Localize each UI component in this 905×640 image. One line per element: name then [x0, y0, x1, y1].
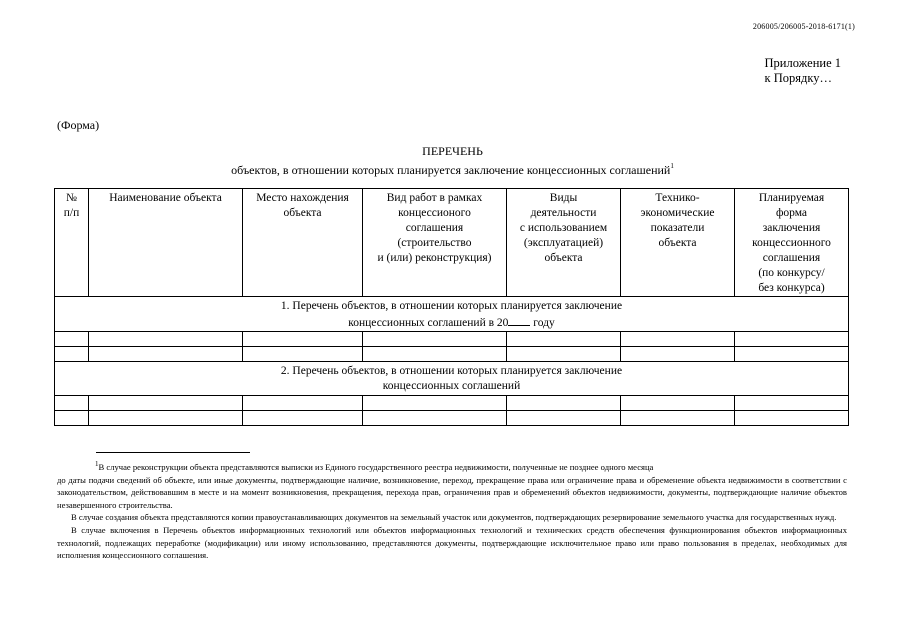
header-work-type-line: концессионого — [398, 207, 471, 219]
header-agreement-form-line: Планируемая — [758, 192, 825, 204]
header-agreement-form-line: соглашения — [762, 252, 821, 264]
footnote-text: В случае реконструкции объекта представляются выписки из Единого государственного реестра недвижимости, полученные не позднее одного месяца — [98, 462, 654, 472]
table-row — [55, 396, 849, 411]
header-location-line: Место нахождения — [256, 192, 349, 204]
header-indicators — [621, 189, 735, 297]
footnote — [57, 458, 847, 562]
table-cell — [621, 396, 735, 411]
section-2-line: концессионных соглашений — [382, 380, 521, 392]
header-location-line: объекта — [283, 207, 322, 219]
table-cell — [243, 396, 363, 411]
footnote-paragraph-1-rest: до даты подачи сведений об объекте, или иные документы, подтверждающие наличие, возникновение, переход, прекращение права или ограничение права и обременение объекта недвижимости в соответствии с законодательством, действовавшим в месте и на момент возникновения, прекращения, перехода прав, ограничения прав и обременений объектов недвижимости, документы, подтверждающие наличие объектов незавершенного строительства. — [57, 474, 847, 510]
table-cell — [363, 396, 507, 411]
header-work-type-line: соглашения — [405, 222, 464, 234]
header-indicators-line: экономические — [640, 207, 715, 219]
year-blank — [508, 314, 530, 326]
table-cell — [507, 347, 621, 362]
footnote-paragraph-2: В случае создания объекта представляются копии правоустанавливающих документов на земельный участок или документов, подтверждающих резервирование земельного участка для государственных нужд. — [71, 512, 837, 523]
table-cell — [243, 347, 363, 362]
header-activities-line: (эксплуатацией) — [523, 237, 604, 249]
section-2-heading — [55, 362, 849, 396]
table-cell — [363, 347, 507, 362]
table-cell — [55, 347, 89, 362]
header-indicators-line: показатели — [650, 222, 705, 234]
section-1-text: концессионных соглашений в 20 — [348, 317, 509, 329]
title-footnote-mark: 1 — [670, 162, 674, 170]
table-row — [55, 332, 849, 347]
title-subtitle-text: объектов, в отношении которых планируется заключение концессионных соглашений — [231, 163, 671, 177]
header-number-line: п/п — [63, 207, 80, 219]
table-cell — [735, 396, 849, 411]
table-header-row — [55, 189, 849, 297]
section-1-line: 1. Перечень объектов, в отношении которых планируется заключение — [280, 300, 623, 312]
table-cell — [735, 347, 849, 362]
appendix-reference — [765, 56, 841, 86]
header-indicators-line: объекта — [658, 237, 697, 249]
section-2-row — [55, 362, 849, 396]
header-location — [243, 189, 363, 297]
objects-table — [54, 188, 849, 426]
footnote-mark: 1 — [95, 460, 99, 468]
table-cell — [735, 411, 849, 426]
table-cell — [621, 411, 735, 426]
table-cell — [89, 396, 243, 411]
header-work-type — [363, 189, 507, 297]
header-agreement-form-line: заключения — [762, 222, 821, 234]
header-activities-line: объекта — [544, 252, 583, 264]
header-number — [55, 189, 89, 297]
table-cell — [507, 411, 621, 426]
table-cell — [55, 411, 89, 426]
table-cell — [621, 347, 735, 362]
title-subtitle — [0, 159, 905, 178]
section-1-row — [55, 297, 849, 332]
table-cell — [363, 411, 507, 426]
title-main: ПЕРЕЧЕНЬ — [422, 144, 483, 158]
header-agreement-form-line: форма — [775, 207, 808, 219]
header-agreement-form-line: концессионного — [752, 237, 831, 249]
document-title — [0, 144, 905, 178]
header-work-type-line: (строительство — [397, 237, 472, 249]
header-work-type-line: и (или) реконструкция) — [377, 252, 492, 264]
table-cell — [243, 411, 363, 426]
appendix-line-1: Приложение 1 — [764, 56, 841, 70]
table-cell — [507, 396, 621, 411]
section-1-text: году — [530, 317, 555, 329]
table-cell — [735, 332, 849, 347]
section-1-heading — [55, 297, 849, 332]
table-cell — [243, 332, 363, 347]
header-activities-line: Виды — [549, 192, 578, 204]
footnote-paragraph-1-start — [95, 458, 847, 474]
table-cell — [621, 332, 735, 347]
table-cell — [363, 332, 507, 347]
table-cell — [55, 332, 89, 347]
header-indicators-line: Технико- — [655, 192, 700, 204]
footnote-divider — [96, 452, 250, 453]
section-2-line: 2. Перечень объектов, в отношении которых планируется заключение — [280, 365, 623, 377]
header-agreement-form-line: (по конкурсу/ — [758, 267, 825, 279]
footnote-paragraph-3: В случае включения в Перечень объектов информационных технологий или объектов информационных технологий и технических средств обеспечения функционирования объектов информационных технологий, подлежащих переработке (модификации) или иному использованию, представляются документы, подтверждающие исключительное право или право пользования в пределах, необходимых для исполнения концессионного соглашения. — [57, 524, 847, 561]
table-cell — [89, 347, 243, 362]
header-object-name-text: Наименование объекта — [109, 192, 222, 204]
table-cell — [89, 332, 243, 347]
form-label: (Форма) — [57, 118, 100, 132]
header-agreement-form-line: без конкурса) — [758, 282, 825, 294]
section-1-line — [95, 314, 808, 331]
table-cell — [55, 396, 89, 411]
table-row — [55, 411, 849, 426]
table-cell — [89, 411, 243, 426]
header-activities-line: деятельности — [530, 207, 597, 219]
header-work-type-line: Вид работ в рамках — [386, 192, 483, 204]
appendix-line-2: к Порядку… — [764, 71, 833, 85]
header-agreement-form — [735, 189, 849, 297]
header-activities — [507, 189, 621, 297]
table-cell — [507, 332, 621, 347]
header-object-name — [89, 189, 243, 297]
table-row — [55, 347, 849, 362]
document-code: 206005/206005-2018-6171(1) — [752, 22, 855, 31]
header-number-line: № — [66, 192, 77, 204]
header-activities-line: с использованием — [519, 222, 608, 234]
